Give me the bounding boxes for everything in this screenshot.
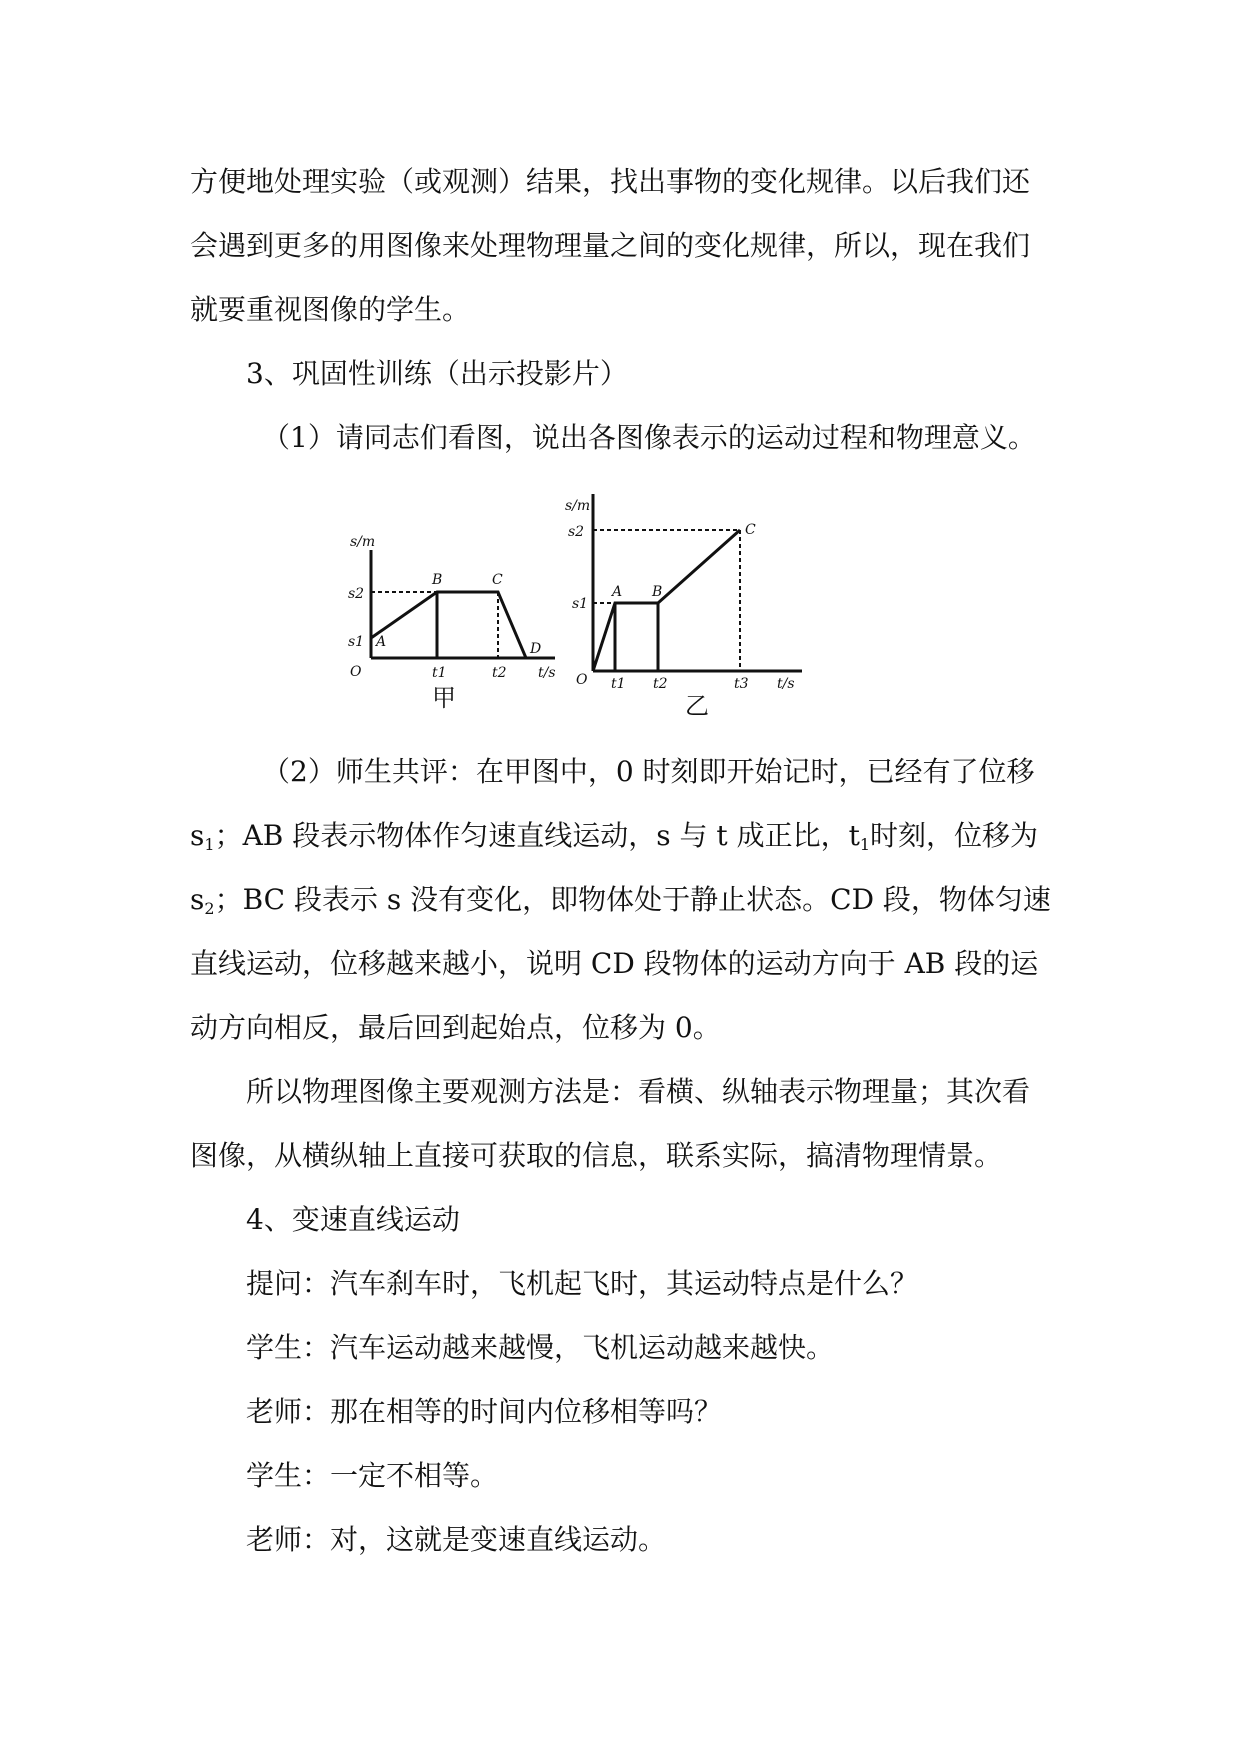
point-B: B [432, 572, 443, 588]
question-2-line: 动方向相反，最后回到起始点，位移为 0。 [190, 1011, 721, 1044]
x-tick-t1: t1 [611, 676, 626, 692]
question-2-line: $s_2$；BC 段表示 s 没有变化，即物体处于静止状态。CD 段，物体匀速 [190, 883, 1051, 918]
point-A: A [376, 634, 387, 650]
dialogue-line: 提问：汽车刹车时，飞机起飞时，其运动特点是什么？ [246, 1267, 919, 1300]
body-line: 就要重视图像的学生。 [190, 293, 471, 326]
point-A: A [612, 584, 623, 600]
y-tick-s1: s1 [572, 596, 589, 612]
body-line: 会遇到更多的用图像来处理物理量之间的变化规律，所以，现在我们 [190, 229, 1031, 262]
dialogue-line: 老师：那在相等的时间内位移相等吗？ [246, 1395, 723, 1428]
point-C: C [745, 522, 756, 538]
question-2-line: （2）师生共评：在甲图中，0 时刻即开始记时，已经有了位移 [262, 755, 1035, 788]
dialogue-line: 学生：一定不相等。 [246, 1459, 499, 1492]
summary-line: 图像，从横纵轴上直接可获取的信息，联系实际，搞清物理情景。 [190, 1139, 1003, 1172]
question-2-line: $s_1$；AB 段表示物体作匀速直线运动，s 与 t 成正比，$t_1$时刻，位移为 [190, 819, 1039, 854]
x-axis-label: t/s [538, 665, 556, 681]
graph-jia [371, 550, 555, 658]
body-line: 方便地处理实验（或观测）结果，找出事物的变化规律。以后我们还 [190, 165, 1031, 198]
question-2-line: 直线运动，位移越来越小，说明 CD 段物体的运动方向于 AB 段的运 [190, 947, 1039, 980]
origin-label: O [350, 664, 362, 680]
caption-yi: 乙 [685, 692, 709, 720]
dialogue-line: 学生：汽车运动越来越慢，飞机运动越来越快。 [246, 1331, 835, 1364]
graph-yi-labels [565, 498, 795, 720]
graph-yi [593, 494, 802, 671]
x-tick-t2: t2 [492, 665, 507, 681]
y-tick-s1: s1 [348, 634, 365, 650]
section-heading-3: 3、巩固性训练（出示投影片） [246, 357, 628, 390]
question-1: （1）请同志们看图，说出各图像表示的运动过程和物理意义。 [262, 421, 1036, 454]
y-axis-label: s/m [565, 498, 591, 514]
section-heading-4: 4、变速直线运动 [246, 1203, 460, 1236]
point-C: C [492, 572, 503, 588]
graph-jia-labels [348, 534, 556, 712]
caption-jia: 甲 [432, 684, 456, 712]
x-axis-label: t/s [777, 676, 795, 692]
x-tick-t1: t1 [432, 665, 447, 681]
st-graph-figure [340, 488, 900, 728]
summary-line: 所以物理图像主要观测方法是：看横、纵轴表示物理量；其次看 [246, 1075, 1031, 1108]
point-B: B [652, 584, 663, 600]
x-tick-t3: t3 [734, 676, 749, 692]
y-tick-s2: s2 [568, 524, 585, 540]
x-tick-t2: t2 [653, 676, 668, 692]
y-tick-s2: s2 [348, 586, 365, 602]
s-t-line-jia [371, 592, 526, 658]
origin-label: O [576, 672, 588, 688]
y-axis-label: s/m [350, 534, 376, 550]
point-D: D [530, 641, 542, 657]
dialogue-line: 老师：对，这就是变速直线运动。 [246, 1523, 667, 1556]
